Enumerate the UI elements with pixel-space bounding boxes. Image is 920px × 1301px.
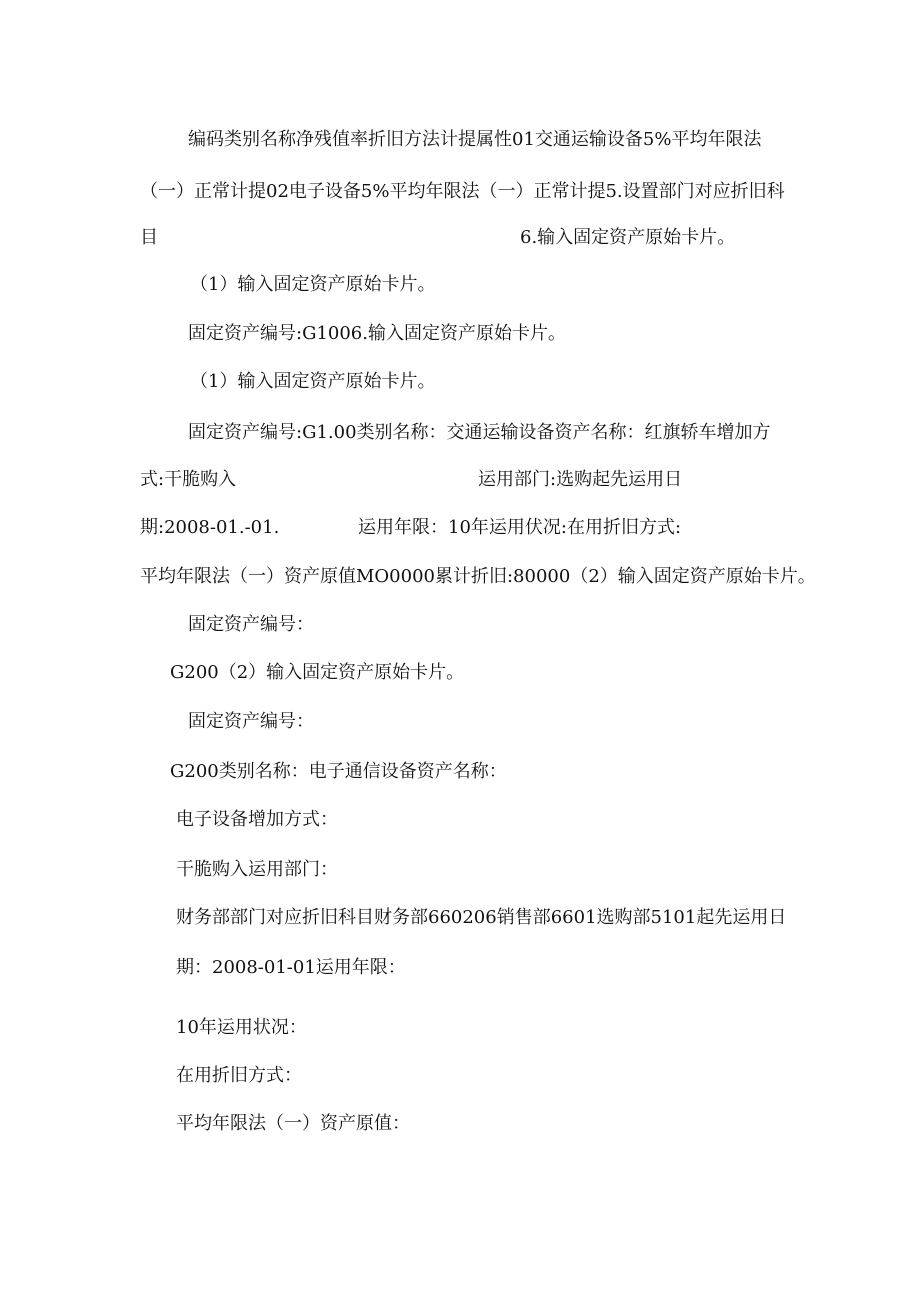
text-line-g200-step: G200（2）输入固定资产原始卡片。 [170,662,465,683]
text-line-life-status: 运用年限：10年运用伏况:在用折旧方式: [358,517,682,538]
text-line-fragment-mu: 目 [140,227,158,248]
text-line-category-header: 编码类别名称净残值率折旧方法计提属性01交通运输设备5%平均年限法 [188,129,762,150]
text-line-asset-number-label-1: 固定资产编号： [188,614,314,635]
text-line-asset-number-label-2: 固定资产编号： [188,711,314,732]
text-line-substep-1a: （1）输入固定资产原始卡片。 [190,274,436,295]
text-line-asset-number-g1006: 固定资产编号:G1006.输入固定资产原始卡片。 [188,323,566,344]
text-line-electronic-add: 电子设备增加方式： [176,809,338,830]
text-line-substep-1b: （1）输入固定资产原始卡片。 [190,371,436,392]
text-line-status-2: 10年运用状况： [176,1017,307,1038]
text-line-method-2: 在用折旧方式： [176,1065,302,1086]
text-line-category-row-2: （一）正常计提02电子设备5%平均年限法（一）正常计提5.设置部门对应折旧科 [140,181,785,202]
text-line-purchase-dept: 干脆购入运用部门： [176,859,338,880]
text-line-method-value: 平均年限法（一）资产原值MO0000累计折旧:80000（2）输入固定资产原始卡片。 [140,566,816,587]
text-line-value-2: 平均年限法（一）资产原值： [176,1113,410,1134]
text-line-dept-accounts: 财务部部门对应折旧科目财务部660206销售部6601选购部5101起先运用日 [176,907,787,928]
text-line-date-2: 期：2008-01-01运用年限： [176,957,406,978]
text-line-add-method: 式:干脆购入 [140,469,237,490]
text-line-step-6: 6.输入固定资产原始卡片。 [520,227,736,248]
text-line-asset-g1-details: 固定资产编号:G1.00类别名称：交通运输设备资产名称：红旗轿车增加方 [188,422,771,443]
text-line-dept-start: 运用部门:选购起先运用日 [478,469,683,490]
text-line-g200-category: G200类别名称：电子通信设备资产名称： [170,761,507,782]
text-line-date: 期:2008-01.-01. [140,517,280,538]
